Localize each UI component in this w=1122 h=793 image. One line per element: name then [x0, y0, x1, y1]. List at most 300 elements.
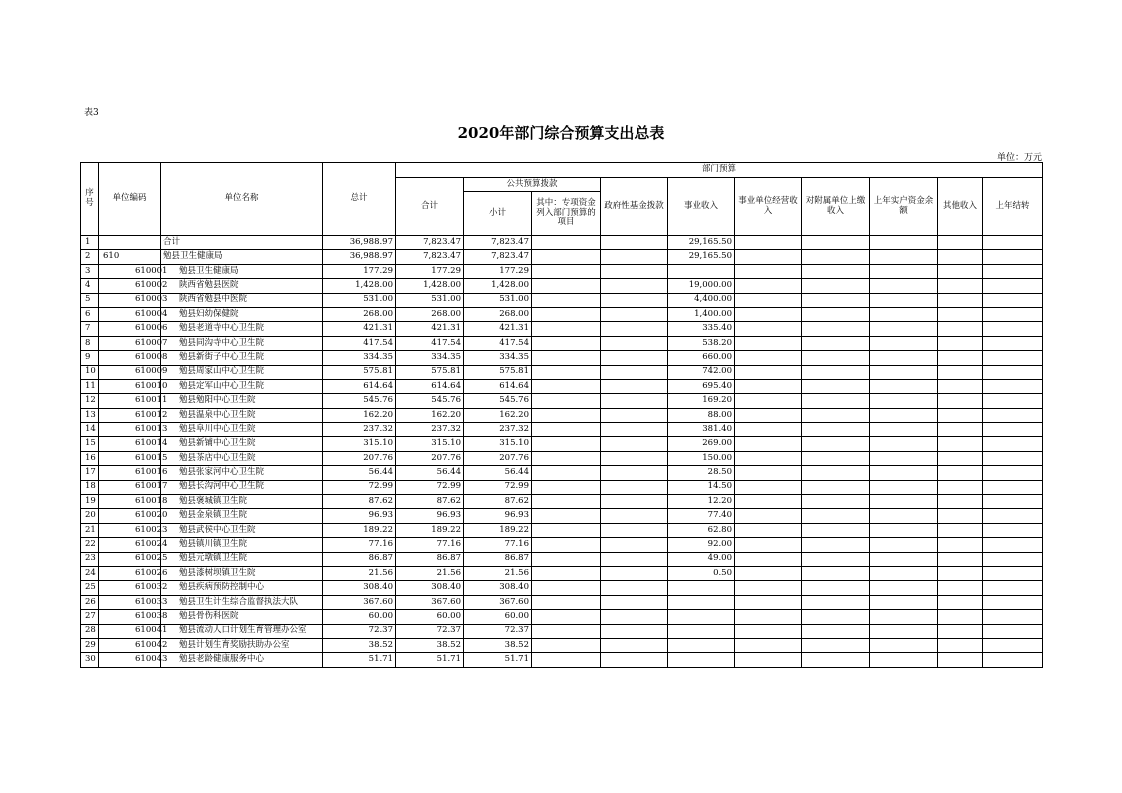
cell-total: 36,988.97: [323, 250, 396, 264]
cell-business-oper: [735, 466, 802, 480]
cell-prev-balance: [870, 408, 938, 422]
cell-seq: 14: [81, 423, 99, 437]
cell-code: [99, 236, 161, 250]
cell-business-income: 12.20: [668, 495, 735, 509]
cell-prev-balance: [870, 480, 938, 494]
cell-name: 勉县定军山中心卫生院: [161, 379, 323, 393]
cell-other-income: [938, 466, 983, 480]
cell-seq: 6: [81, 307, 99, 321]
cell-business-oper: [735, 480, 802, 494]
cell-affiliated: [802, 581, 870, 595]
cell-total: 207.76: [323, 451, 396, 465]
cell-pb-subtotal: 268.00: [464, 307, 532, 321]
cell-seq: 1: [81, 236, 99, 250]
unit-label: 单位：万元: [996, 153, 1042, 163]
cell-pb-special: [532, 379, 601, 393]
cell-carryover: [983, 624, 1043, 638]
cell-pb-subtotal: 315.10: [464, 437, 532, 451]
cell-affiliated: [802, 408, 870, 422]
cell-pb-special: [532, 595, 601, 609]
cell-code: 610013: [99, 423, 161, 437]
cell-seq: 25: [81, 581, 99, 595]
cell-prev-balance: [870, 581, 938, 595]
cell-subtotal: 21.56: [396, 566, 464, 580]
cell-carryover: [983, 264, 1043, 278]
cell-total: 87.62: [323, 495, 396, 509]
cell-seq: 5: [81, 293, 99, 307]
cell-subtotal: 237.32: [396, 423, 464, 437]
cell-affiliated: [802, 566, 870, 580]
cell-code: 610043: [99, 653, 161, 667]
cell-gov-fund: [601, 379, 668, 393]
cell-pb-special: [532, 538, 601, 552]
cell-carryover: [983, 379, 1043, 393]
cell-affiliated: [802, 624, 870, 638]
cell-pb-subtotal: 60.00: [464, 610, 532, 624]
cell-business-oper: [735, 495, 802, 509]
cell-other-income: [938, 322, 983, 336]
cell-business-income: 62.80: [668, 523, 735, 537]
cell-business-oper: [735, 437, 802, 451]
cell-gov-fund: [601, 293, 668, 307]
cell-code: 610001: [99, 264, 161, 278]
cell-seq: 12: [81, 394, 99, 408]
cell-gov-fund: [601, 624, 668, 638]
cell-affiliated: [802, 552, 870, 566]
cell-business-income: 0.50: [668, 566, 735, 580]
cell-other-income: [938, 509, 983, 523]
table-row: [81, 509, 1043, 523]
cell-total: 268.00: [323, 307, 396, 321]
cell-seq: 28: [81, 624, 99, 638]
cell-affiliated: [802, 351, 870, 365]
cell-carryover: [983, 595, 1043, 609]
cell-name: 勉县茶店中心卫生院: [161, 451, 323, 465]
cell-carryover: [983, 466, 1043, 480]
cell-code: 610011: [99, 394, 161, 408]
cell-pb-special: [532, 264, 601, 278]
cell-pb-subtotal: 531.00: [464, 293, 532, 307]
cell-name: 勉县周家山中心卫生院: [161, 365, 323, 379]
table-row: [81, 351, 1043, 365]
cell-other-income: [938, 581, 983, 595]
cell-subtotal: 38.52: [396, 638, 464, 652]
cell-total: 60.00: [323, 610, 396, 624]
cell-pb-special: [532, 250, 601, 264]
cell-business-oper: [735, 264, 802, 278]
table-row: [81, 408, 1043, 422]
cell-code: 610: [99, 250, 161, 264]
cell-carryover: [983, 408, 1043, 422]
cell-carryover: [983, 307, 1043, 321]
cell-carryover: [983, 394, 1043, 408]
cell-affiliated: [802, 466, 870, 480]
cell-pb-special: [532, 509, 601, 523]
cell-business-oper: [735, 351, 802, 365]
cell-other-income: [938, 423, 983, 437]
cell-name: 勉县元墩镇卫生院: [161, 552, 323, 566]
cell-carryover: [983, 538, 1043, 552]
cell-affiliated: [802, 538, 870, 552]
cell-pb-subtotal: 614.64: [464, 379, 532, 393]
cell-code: 610041: [99, 624, 161, 638]
cell-other-income: [938, 595, 983, 609]
cell-seq: 15: [81, 437, 99, 451]
table-row: [81, 566, 1043, 580]
cell-affiliated: [802, 322, 870, 336]
cell-affiliated: [802, 250, 870, 264]
cell-seq: 24: [81, 566, 99, 580]
cell-pb-special: [532, 307, 601, 321]
cell-subtotal: 334.35: [396, 351, 464, 365]
cell-name: 勉县张家河中心卫生院: [161, 466, 323, 480]
cell-business-income: 660.00: [668, 351, 735, 365]
cell-gov-fund: [601, 552, 668, 566]
cell-other-income: [938, 624, 983, 638]
cell-total: 38.52: [323, 638, 396, 652]
cell-prev-balance: [870, 423, 938, 437]
header-business-oper: 事业单位经营收入: [735, 178, 802, 236]
table-row: [81, 293, 1043, 307]
cell-business-oper: [735, 307, 802, 321]
cell-seq: 20: [81, 509, 99, 523]
cell-carryover: [983, 610, 1043, 624]
header-business-income: 事业收入: [668, 178, 735, 236]
cell-pb-subtotal: 367.60: [464, 595, 532, 609]
cell-affiliated: [802, 264, 870, 278]
cell-pb-special: [532, 566, 601, 580]
cell-total: 86.87: [323, 552, 396, 566]
cell-subtotal: 77.16: [396, 538, 464, 552]
table-row: [81, 336, 1043, 350]
table-row: [81, 264, 1043, 278]
cell-carryover: [983, 653, 1043, 667]
cell-pb-subtotal: 308.40: [464, 581, 532, 595]
cell-name: 勉县漆树坝镇卫生院: [161, 566, 323, 580]
cell-name: 勉县勉阳中心卫生院: [161, 394, 323, 408]
cell-subtotal: 96.93: [396, 509, 464, 523]
cell-total: 1,428.00: [323, 279, 396, 293]
cell-name: 勉县卫生健康局: [161, 264, 323, 278]
cell-gov-fund: [601, 394, 668, 408]
cell-business-income: 335.40: [668, 322, 735, 336]
cell-subtotal: 268.00: [396, 307, 464, 321]
table-row: [81, 466, 1043, 480]
header-seq: 序号: [81, 163, 99, 236]
table-row: [81, 595, 1043, 609]
cell-business-income: 269.00: [668, 437, 735, 451]
cell-carryover: [983, 365, 1043, 379]
cell-business-income: [668, 595, 735, 609]
cell-total: 96.93: [323, 509, 396, 523]
cell-seq: 30: [81, 653, 99, 667]
cell-gov-fund: [601, 638, 668, 652]
cell-gov-fund: [601, 408, 668, 422]
cell-business-oper: [735, 552, 802, 566]
cell-pb-subtotal: 545.76: [464, 394, 532, 408]
cell-prev-balance: [870, 624, 938, 638]
cell-code: 610016: [99, 466, 161, 480]
cell-pb-subtotal: 51.71: [464, 653, 532, 667]
cell-gov-fund: [601, 610, 668, 624]
cell-other-income: [938, 523, 983, 537]
cell-gov-fund: [601, 538, 668, 552]
cell-code: 610023: [99, 523, 161, 537]
cell-gov-fund: [601, 322, 668, 336]
cell-affiliated: [802, 495, 870, 509]
cell-business-income: 92.00: [668, 538, 735, 552]
table-row: [81, 365, 1043, 379]
cell-seq: 19: [81, 495, 99, 509]
cell-pb-special: [532, 495, 601, 509]
cell-carryover: [983, 451, 1043, 465]
table-row: [81, 423, 1043, 437]
cell-business-oper: [735, 394, 802, 408]
cell-name: 勉县褒城镇卫生院: [161, 495, 323, 509]
table-row: [81, 322, 1043, 336]
cell-prev-balance: [870, 552, 938, 566]
cell-business-oper: [735, 379, 802, 393]
cell-name: 勉县计划生育奖励扶助办公室: [161, 638, 323, 652]
cell-name: 陕西省勉县医院: [161, 279, 323, 293]
cell-subtotal: 87.62: [396, 495, 464, 509]
cell-total: 77.16: [323, 538, 396, 552]
cell-code: 610018: [99, 495, 161, 509]
cell-code: 610032: [99, 581, 161, 595]
cell-seq: 11: [81, 379, 99, 393]
cell-code: 610015: [99, 451, 161, 465]
cell-gov-fund: [601, 495, 668, 509]
cell-business-income: 88.00: [668, 408, 735, 422]
cell-name: 勉县新街子中心卫生院: [161, 351, 323, 365]
cell-code: 610006: [99, 322, 161, 336]
header-dept-budget: 部门预算: [396, 163, 1043, 178]
cell-other-income: [938, 408, 983, 422]
cell-business-oper: [735, 365, 802, 379]
cell-carryover: [983, 250, 1043, 264]
cell-gov-fund: [601, 509, 668, 523]
cell-business-oper: [735, 653, 802, 667]
cell-pb-special: [532, 293, 601, 307]
cell-carryover: [983, 322, 1043, 336]
cell-business-income: [668, 610, 735, 624]
cell-pb-special: [532, 624, 601, 638]
cell-business-income: 77.40: [668, 509, 735, 523]
page-title: 2020年部门综合预算支出总表: [457, 124, 665, 142]
cell-business-income: [668, 653, 735, 667]
cell-pb-subtotal: 1,428.00: [464, 279, 532, 293]
cell-prev-balance: [870, 293, 938, 307]
cell-affiliated: [802, 480, 870, 494]
cell-seq: 9: [81, 351, 99, 365]
cell-code: 610002: [99, 279, 161, 293]
cell-other-income: [938, 250, 983, 264]
table-row: [81, 610, 1043, 624]
cell-other-income: [938, 279, 983, 293]
cell-business-income: 742.00: [668, 365, 735, 379]
cell-seq: 26: [81, 595, 99, 609]
cell-affiliated: [802, 279, 870, 293]
cell-business-oper: [735, 638, 802, 652]
cell-affiliated: [802, 523, 870, 537]
cell-pb-subtotal: 72.99: [464, 480, 532, 494]
header-affiliated: 对附属单位上缴收入: [802, 178, 870, 236]
cell-carryover: [983, 480, 1043, 494]
cell-affiliated: [802, 379, 870, 393]
cell-code: 610042: [99, 638, 161, 652]
cell-business-oper: [735, 279, 802, 293]
cell-seq: 21: [81, 523, 99, 537]
cell-gov-fund: [601, 480, 668, 494]
header-total: 总计: [323, 163, 396, 236]
cell-code: 610012: [99, 408, 161, 422]
cell-prev-balance: [870, 236, 938, 250]
cell-seq: 7: [81, 322, 99, 336]
cell-pb-subtotal: 96.93: [464, 509, 532, 523]
cell-carryover: [983, 279, 1043, 293]
table-row: [81, 394, 1043, 408]
cell-gov-fund: [601, 523, 668, 537]
cell-prev-balance: [870, 538, 938, 552]
cell-code: 610024: [99, 538, 161, 552]
cell-business-oper: [735, 610, 802, 624]
cell-seq: 3: [81, 264, 99, 278]
cell-other-income: [938, 451, 983, 465]
cell-name: 勉县流动人口计划生育管理办公室: [161, 624, 323, 638]
table-row: [81, 236, 1043, 250]
cell-gov-fund: [601, 307, 668, 321]
cell-subtotal: 308.40: [396, 581, 464, 595]
cell-pb-subtotal: 177.29: [464, 264, 532, 278]
cell-name: 勉县骨伤科医院: [161, 610, 323, 624]
cell-seq: 16: [81, 451, 99, 465]
cell-pb-special: [532, 394, 601, 408]
cell-code: 610026: [99, 566, 161, 580]
table-row: [81, 552, 1043, 566]
table-row: [81, 624, 1043, 638]
cell-pb-special: [532, 451, 601, 465]
cell-other-income: [938, 394, 983, 408]
cell-other-income: [938, 638, 983, 652]
cell-prev-balance: [870, 610, 938, 624]
cell-total: 334.35: [323, 351, 396, 365]
cell-prev-balance: [870, 250, 938, 264]
cell-total: 72.99: [323, 480, 396, 494]
cell-name: 勉县妇幼保健院: [161, 307, 323, 321]
cell-total: 56.44: [323, 466, 396, 480]
table-body: [81, 236, 1043, 668]
cell-gov-fund: [601, 365, 668, 379]
header-prev-balance: 上年实户资金余额: [870, 178, 938, 236]
cell-carryover: [983, 552, 1043, 566]
cell-pb-special: [532, 437, 601, 451]
cell-seq: 29: [81, 638, 99, 652]
header-other-income: 其他收入: [938, 178, 983, 236]
header-pb-subtotal: 小计: [464, 192, 532, 236]
cell-subtotal: 72.99: [396, 480, 464, 494]
cell-business-oper: [735, 408, 802, 422]
cell-pb-special: [532, 236, 601, 250]
cell-pb-subtotal: 189.22: [464, 523, 532, 537]
cell-subtotal: 367.60: [396, 595, 464, 609]
table-row: [81, 523, 1043, 537]
cell-seq: 8: [81, 336, 99, 350]
table-row: [81, 581, 1043, 595]
table-row: [81, 437, 1043, 451]
cell-subtotal: 86.87: [396, 552, 464, 566]
header-name: 单位名称: [161, 163, 323, 236]
cell-business-income: 1,400.00: [668, 307, 735, 321]
cell-name: 勉县卫生计生综合监督执法大队: [161, 595, 323, 609]
cell-other-income: [938, 653, 983, 667]
cell-subtotal: 60.00: [396, 610, 464, 624]
cell-business-income: [668, 264, 735, 278]
cell-prev-balance: [870, 394, 938, 408]
cell-gov-fund: [601, 236, 668, 250]
cell-name: 勉县阜川中心卫生院: [161, 423, 323, 437]
table-row: [81, 250, 1043, 264]
cell-affiliated: [802, 293, 870, 307]
cell-business-income: [668, 624, 735, 638]
cell-subtotal: 1,428.00: [396, 279, 464, 293]
cell-prev-balance: [870, 307, 938, 321]
cell-business-oper: [735, 322, 802, 336]
cell-prev-balance: [870, 509, 938, 523]
cell-code: 610010: [99, 379, 161, 393]
cell-subtotal: 575.81: [396, 365, 464, 379]
budget-table: [80, 162, 1043, 668]
cell-affiliated: [802, 595, 870, 609]
cell-total: 162.20: [323, 408, 396, 422]
cell-prev-balance: [870, 365, 938, 379]
cell-other-income: [938, 495, 983, 509]
cell-carryover: [983, 351, 1043, 365]
cell-gov-fund: [601, 279, 668, 293]
cell-carryover: [983, 566, 1043, 580]
cell-subtotal: 545.76: [396, 394, 464, 408]
cell-business-income: 169.20: [668, 394, 735, 408]
cell-prev-balance: [870, 437, 938, 451]
cell-pb-special: [532, 336, 601, 350]
cell-other-income: [938, 538, 983, 552]
cell-pb-subtotal: 72.37: [464, 624, 532, 638]
cell-subtotal: 51.71: [396, 653, 464, 667]
cell-pb-subtotal: 77.16: [464, 538, 532, 552]
cell-business-oper: [735, 423, 802, 437]
cell-prev-balance: [870, 336, 938, 350]
cell-name: 勉县新铺中心卫生院: [161, 437, 323, 451]
cell-name: 勉县温泉中心卫生院: [161, 408, 323, 422]
cell-carryover: [983, 581, 1043, 595]
cell-other-income: [938, 336, 983, 350]
cell-total: 421.31: [323, 322, 396, 336]
cell-affiliated: [802, 336, 870, 350]
cell-seq: 27: [81, 610, 99, 624]
cell-carryover: [983, 509, 1043, 523]
cell-seq: 17: [81, 466, 99, 480]
cell-business-income: [668, 638, 735, 652]
cell-business-oper: [735, 566, 802, 580]
cell-pb-special: [532, 581, 601, 595]
table-row: [81, 480, 1043, 494]
cell-other-income: [938, 264, 983, 278]
cell-other-income: [938, 480, 983, 494]
cell-business-income: [668, 581, 735, 595]
cell-subtotal: 177.29: [396, 264, 464, 278]
cell-other-income: [938, 307, 983, 321]
cell-pb-subtotal: 575.81: [464, 365, 532, 379]
cell-code: 610007: [99, 336, 161, 350]
